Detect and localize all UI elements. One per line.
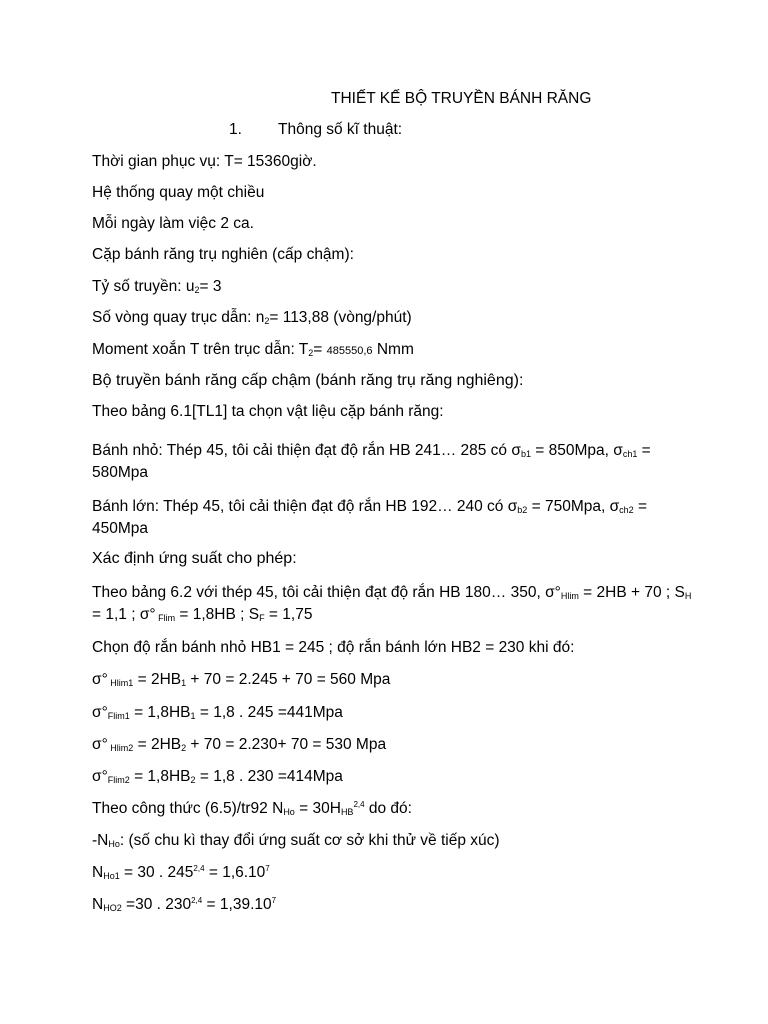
sigma-flim1-line: $\sigma^\circ_{Flim1} = 1,8HB_1 = 1,8$ . 245 =441Mpa: [92, 704, 343, 721]
shifts-line: Mỗi ngày làm việc 2 ca.: [92, 215, 254, 232]
ratio-line: Tỷ số truyền: $u_2= 3$: [92, 278, 222, 295]
sigma-hlim1-line: σ° $_{Hlim1} = 2HB_1 + 70 = 2.245 + 70 = 560$ Mpa: [92, 671, 391, 688]
section-heading-slow-stage: Bộ truyền bánh răng cấp chậm (bánh răng trụ răng nghiêng):: [92, 372, 524, 389]
nho-formula-line: Theo công thức (6.5)/tr92 $N_{Ho} = 30H_{HB}^{2,4}$ do đó:: [92, 800, 412, 817]
small-gear-paragraph: Bánh nhỏ: Thép 45, tôi cải thiện đạt độ rắn HB 241… 285 có $\sigma_{b1} = 850Mpa$, $\sigma_{ch1} = 580Mpa$: [92, 442, 651, 481]
speed-line: Số vòng quay trục dẫn: $n_2= 113,88$ (vòng/phút): [92, 309, 412, 326]
service-time-line: Thời gian phục vụ: T= 15360giờ.: [92, 153, 317, 170]
sigma-hlim2-line: σ° $_{Hlim2} = 2HB_2 + 70 = 2.230+ 70 = 530$ Mpa: [92, 736, 387, 753]
document-title: THIẾT KẾ BỘ TRUYỀN BÁNH RĂNG: [331, 90, 592, 107]
section-number: 1.: [229, 121, 242, 138]
rotation-line: Hệ thống quay một chiều: [92, 184, 265, 201]
torque-line: Moment xoắn T trên trục dẫn: $T_2= 485550,6$ Nmm: [92, 341, 414, 358]
hardness-choice-line: Chọn độ rắn bánh nhỏ HB1 = 245 ; độ rắn bánh lớn HB2 = 230 khi đó:: [92, 639, 575, 656]
section-heading-stress: Xác định ứng suất cho phép:: [92, 550, 297, 567]
nho1-line: $N_{Ho1} = 30$ . $245^{2,4} = 1,6.10^7$: [92, 864, 270, 881]
nho-definition-line: $-N_{Ho}$: (số chu kì thay đổi ứng suất cơ sở khi thử về tiếp xúc): [92, 832, 500, 849]
sigma-flim2-line: $\sigma^\circ_{Flim2} = 1,8HB_2 = 1,8$ . 230 =414Mpa: [92, 768, 343, 785]
stress-table-paragraph: Theo bảng 6.2 với thép 45, tôi cải thiện đạt độ rắn HB 180… 350, $\sigma^\circ_{Hlim} = 2HB + 70$ ; $S_H = 1,1$ ; σ° $_{Flim}$ = 1,8HB ; $S_F = 1,75$: [92, 584, 692, 623]
large-gear-paragraph: Bánh lớn: Thép 45, tôi cải thiện đạt độ rắn HB 192… 240 có $\sigma_{b2} = 750Mpa$, $\sigma_{ch2} = 450Mpa$: [92, 498, 648, 537]
nho2-line: $N_{HO2} =30$ . $230^{2,4} = 1,39.10^7$: [92, 896, 277, 913]
material-table-line: Theo bảng 6.1[TL1] ta chọn vật liệu cặp bánh răng:: [92, 403, 444, 420]
gear-pair-line: Cặp bánh răng trụ nghiên (cấp chậm):: [92, 246, 354, 263]
section-heading-specs: Thông số kĩ thuật:: [278, 121, 403, 138]
